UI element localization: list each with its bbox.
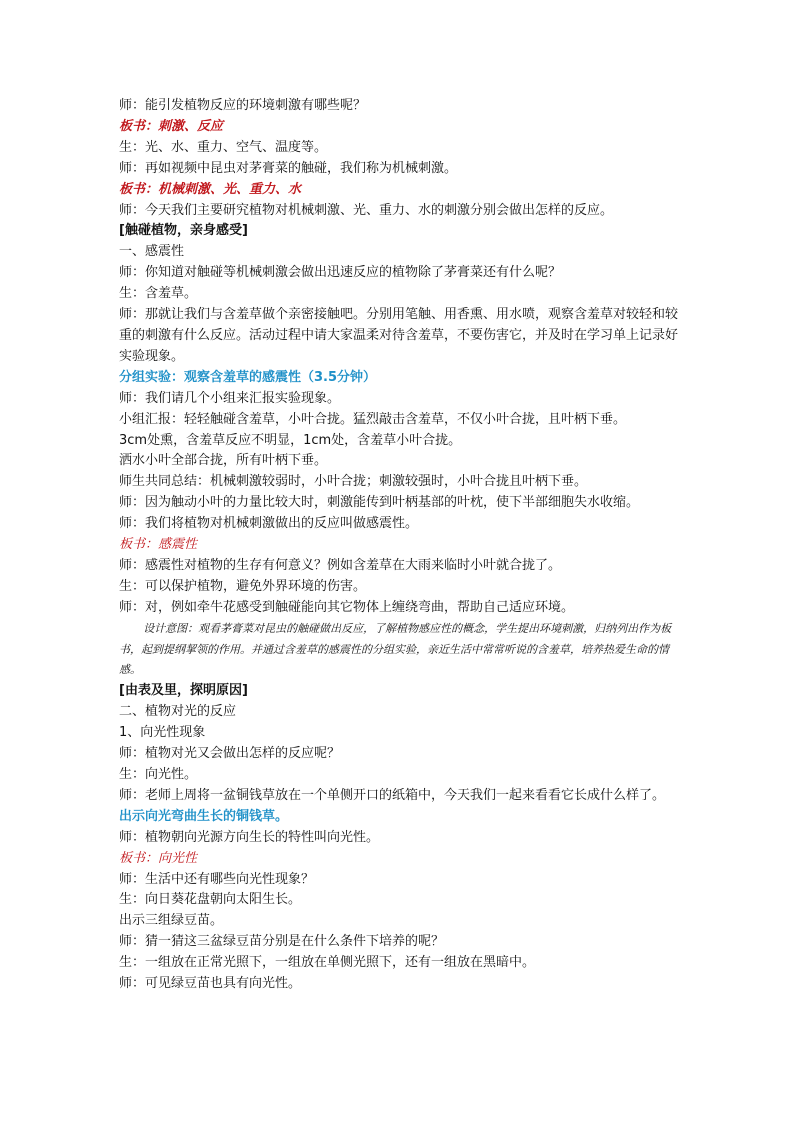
activity-heading: 分组实验：观察含羞草的感震性（3.5分钟） — [119, 369, 377, 385]
text-line: 师：感震性对植物的生存有何意义？例如含羞草在大雨来临时小叶就合拢了。 — [119, 557, 562, 573]
text-line: 洒水小叶全部合拢，所有叶柄下垂。 — [119, 453, 328, 469]
text-line: 小组汇报：轻轻触碰含羞草，小叶合拢。猛烈敲击含羞草，不仅小叶合拢，且叶柄下垂。 — [119, 411, 627, 427]
activity-heading: 出示向光弯曲生长的铜钱草。 — [119, 808, 289, 824]
text-line: 师：今天我们主要研究植物对机械刺激、光、重力、水的刺激分别会做出怎样的反应。 — [119, 202, 614, 218]
text-line: 出示三组绿豆苗。 — [119, 913, 224, 929]
text-line: 生：向光性。 — [119, 767, 198, 782]
text-line: 师：再如视频中昆虫对茅膏菜的触碰，我们称为机械刺激。 — [119, 160, 458, 176]
blackboard-note: 板书：向光性 — [119, 850, 198, 866]
subsection-heading: 一、感震性 — [119, 244, 185, 260]
text-line: 生：一组放在正常光照下，一组放在单侧光照下，还有一组放在黑暗中。 — [119, 955, 536, 971]
text-line: 师：我们请几个小组来汇报实验现象。 — [119, 390, 341, 406]
text-line: 师生共同总结：机械刺激较弱时，小叶合拢；刺激较强时，小叶合拢且叶柄下垂。 — [119, 474, 588, 490]
subsection-heading: 1、向光性现象 — [119, 725, 206, 741]
blackboard-note: 板书：刺激、反应 — [119, 118, 224, 134]
text-line: 师：因为触动小叶的力量比较大时，刺激能传到叶柄基部的叶枕，使下半部细胞失水收缩。 — [119, 495, 640, 511]
design-intent: 设计意图：观看茅膏菜对昆虫的触碰做出反应，了解植物感应性的概念，学生提出环境刺激，归纳列出作为板书，起到提纲挈领的作用。并通过含羞草的感震性的分组实验，亲近生活中常常听说的含羞草，培养热爱生命的情感。 — [119, 621, 672, 677]
document-page — [119, 96, 679, 995]
text-paragraph: 师：那就让我们与含羞草做个亲密接触吧。分别用笔触、用香熏、用水喷，观察含羞草对较轻和较重的刺激有什么反应。活动过程中请大家温柔对待含羞草，不要伤害它，并及时在学习单上记录好实验现象。 — [119, 307, 679, 364]
text-line: 师：植物朝向光源方向生长的特性叫向光性。 — [119, 829, 380, 845]
section-heading: [触碰植物，亲身感受] — [119, 223, 248, 239]
text-paragraph: 师：老师上周将一盆铜钱草放在一个单侧开口的纸箱中，今天我们一起来看看它长成什么样了。 — [119, 787, 666, 803]
subsection-heading: 二、植物对光的反应 — [119, 704, 237, 720]
text-line: 生：含羞草。 — [119, 286, 198, 302]
text-line: 师：植物对光又会做出怎样的反应呢？ — [119, 746, 341, 762]
text-line: 师：可见绿豆苗也具有向光性。 — [119, 976, 302, 992]
text-line: 师：对，例如牵牛花感受到触碰能向其它物体上缠绕弯曲，帮助自己适应环境。 — [119, 599, 575, 615]
text-line: 师：我们将植物对机械刺激做出的反应叫做感震性。 — [119, 516, 419, 532]
blackboard-note: 板书：感震性 — [119, 537, 198, 553]
text-line: 生：光、水、重力、空气、温度等。 — [119, 139, 328, 155]
text-line: 师：生活中还有哪些向光性现象？ — [119, 871, 315, 887]
text-line: 生：向日葵花盘朝向太阳生长。 — [119, 892, 302, 908]
text-line: 3cm处熏，含羞草反应不明显，1cm处，含羞草小叶合拢。 — [119, 432, 462, 448]
text-line: 师：猜一猜这三盆绿豆苗分别是在什么条件下培养的呢？ — [119, 934, 445, 950]
text-line: 师：你知道对触碰等机械刺激会做出迅速反应的植物除了茅膏菜还有什么呢？ — [119, 265, 562, 281]
blackboard-note: 板书：机械刺激、光、重力、水 — [119, 181, 302, 197]
text-line: 生：可以保护植物，避免外界环境的伤害。 — [119, 578, 367, 594]
text-line: 师：能引发植物反应的环境刺激有哪些呢？ — [119, 98, 367, 113]
section-heading: [由表及里，探明原因] — [119, 683, 248, 699]
